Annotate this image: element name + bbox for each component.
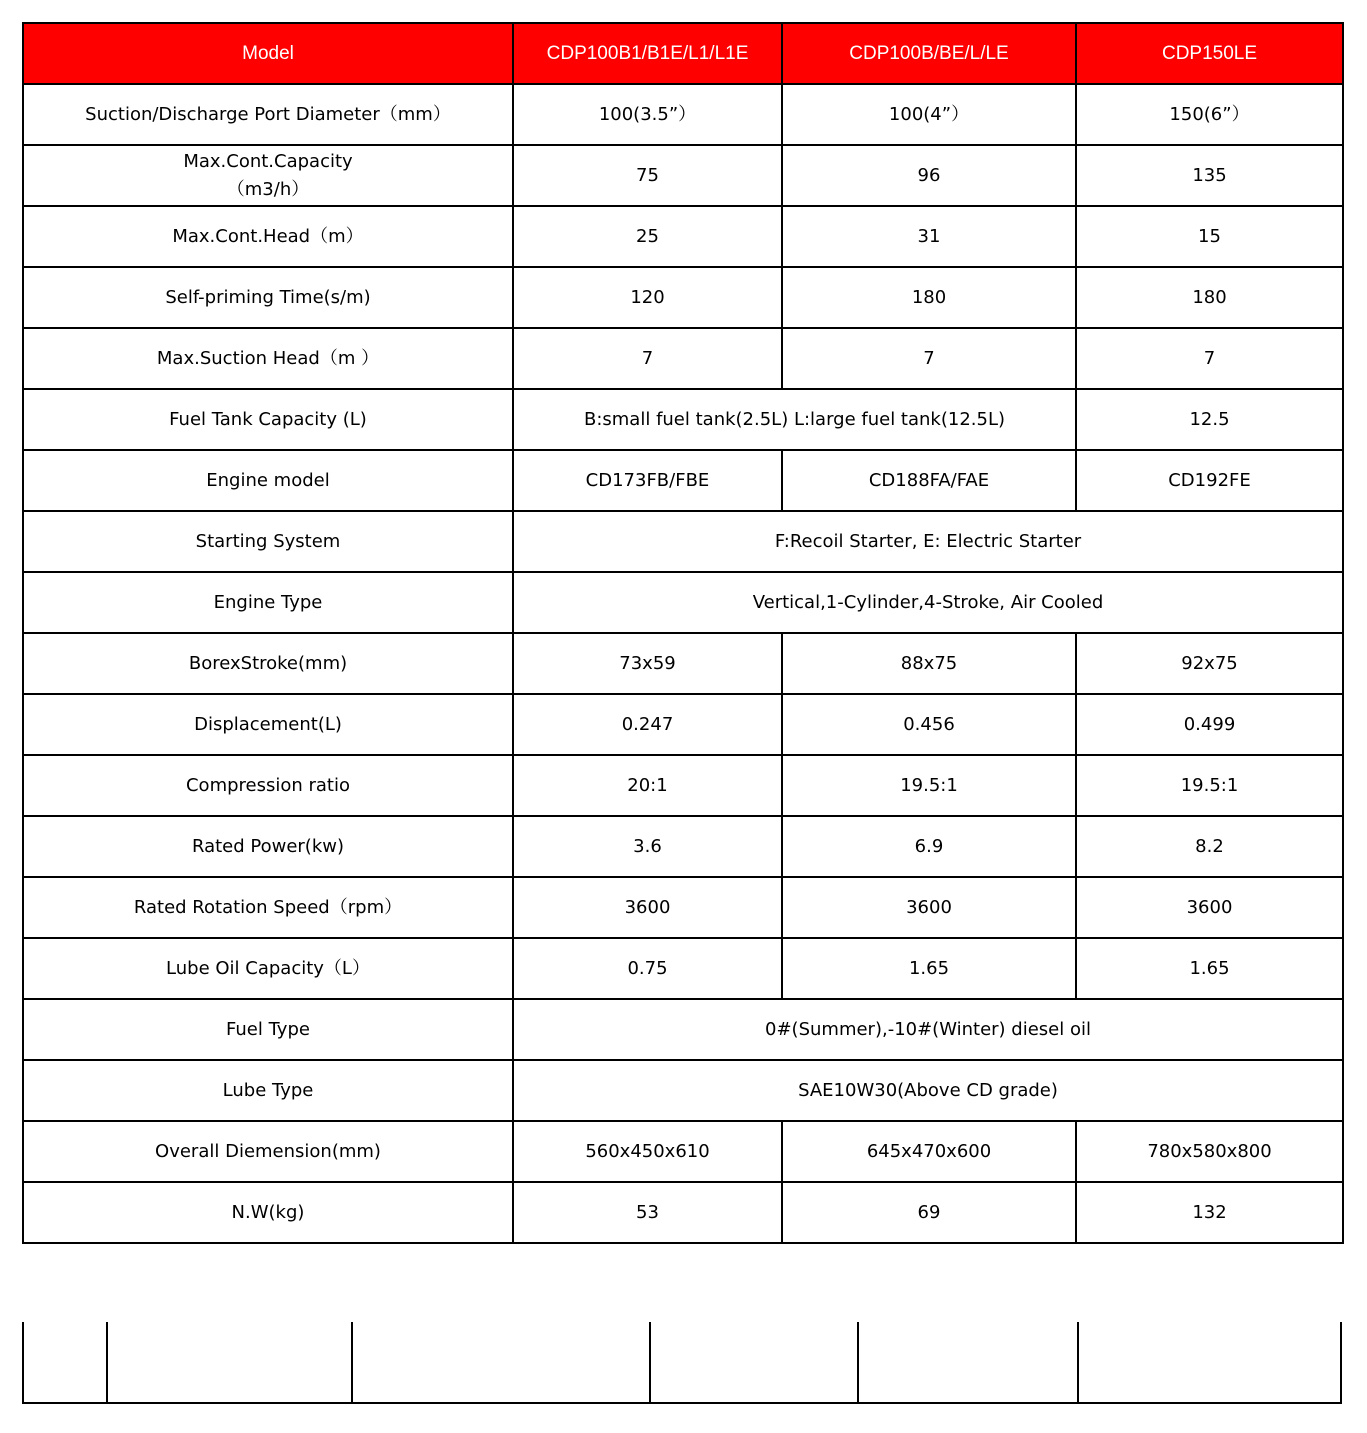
row-label: Fuel Tank Capacity (L) bbox=[23, 389, 513, 450]
cell-value-merged: F:Recoil Starter, E: Electric Starter bbox=[513, 511, 1343, 572]
row-label: Lube Type bbox=[23, 1060, 513, 1121]
row-label: Max.Suction Head（m ） bbox=[23, 328, 513, 389]
table-row bbox=[23, 755, 1343, 816]
table-row bbox=[23, 999, 1343, 1060]
cell-value: 135 bbox=[1076, 145, 1343, 206]
table-row bbox=[23, 694, 1343, 755]
table-row bbox=[23, 938, 1343, 999]
cell-value: 150(6”） bbox=[1076, 84, 1343, 145]
cell-value: 8.2 bbox=[1076, 816, 1343, 877]
cell-value: 31 bbox=[782, 206, 1076, 267]
row-label: Suction/Discharge Port Diameter（mm） bbox=[23, 84, 513, 145]
cell-value: 645x470x600 bbox=[782, 1121, 1076, 1182]
header-row bbox=[23, 23, 1343, 84]
table-row bbox=[23, 145, 1343, 206]
cell-value: CD173FB/FBE bbox=[513, 450, 782, 511]
row-label: Fuel Type bbox=[23, 999, 513, 1060]
cell-value: 3600 bbox=[513, 877, 782, 938]
header-model: Model bbox=[23, 23, 513, 84]
cell-value: 100(3.5”） bbox=[513, 84, 782, 145]
table-row bbox=[23, 328, 1343, 389]
table-row bbox=[23, 389, 1343, 450]
row-label-line: Max.Cont.Capacity bbox=[183, 150, 353, 172]
grid-divider bbox=[106, 1322, 108, 1402]
cell-value: 19.5:1 bbox=[782, 755, 1076, 816]
cell-value: 69 bbox=[782, 1182, 1076, 1243]
cell-value: 53 bbox=[513, 1182, 782, 1243]
cell-value: 92x75 bbox=[1076, 633, 1343, 694]
cell-value: CD188FA/FAE bbox=[782, 450, 1076, 511]
row-label: Overall Diemension(mm) bbox=[23, 1121, 513, 1182]
cell-value: 132 bbox=[1076, 1182, 1343, 1243]
cell-value: 73x59 bbox=[513, 633, 782, 694]
cell-value: 25 bbox=[513, 206, 782, 267]
row-label: Lube Oil Capacity（L） bbox=[23, 938, 513, 999]
cell-value: 96 bbox=[782, 145, 1076, 206]
cell-value: 75 bbox=[513, 145, 782, 206]
cell-value: 0.499 bbox=[1076, 694, 1343, 755]
table-row bbox=[23, 816, 1343, 877]
row-label: Max.Cont.Head（m） bbox=[23, 206, 513, 267]
row-label: Displacement(L) bbox=[23, 694, 513, 755]
table-row bbox=[23, 511, 1343, 572]
row-label: Rated Power(kw) bbox=[23, 816, 513, 877]
cell-value: 3.6 bbox=[513, 816, 782, 877]
cell-value: 12.5 bbox=[1076, 389, 1343, 450]
table-row bbox=[23, 1060, 1343, 1121]
cell-value: 7 bbox=[513, 328, 782, 389]
cell-value: 0.75 bbox=[513, 938, 782, 999]
grid-divider bbox=[649, 1322, 651, 1402]
grid-divider bbox=[1077, 1322, 1079, 1402]
cell-value-merged: SAE10W30(Above CD grade) bbox=[513, 1060, 1343, 1121]
header-cdp150le: CDP150LE bbox=[1076, 23, 1343, 84]
grid-divider bbox=[857, 1322, 859, 1402]
cell-value: 0.456 bbox=[782, 694, 1076, 755]
cell-value: 3600 bbox=[782, 877, 1076, 938]
row-label-line: （m3/h） bbox=[226, 178, 310, 200]
header-cdp100b: CDP100B/BE/L/LE bbox=[782, 23, 1076, 84]
empty-footer-row bbox=[22, 1322, 1342, 1404]
table-row bbox=[23, 633, 1343, 694]
table-row bbox=[23, 1182, 1343, 1243]
row-label: N.W(kg) bbox=[23, 1182, 513, 1243]
cell-value: 100(4”） bbox=[782, 84, 1076, 145]
cell-value: 7 bbox=[1076, 328, 1343, 389]
cell-value: 1.65 bbox=[782, 938, 1076, 999]
row-label bbox=[23, 145, 513, 206]
cell-value: 120 bbox=[513, 267, 782, 328]
row-label: Engine model bbox=[23, 450, 513, 511]
table-row bbox=[23, 84, 1343, 145]
table-row bbox=[23, 1121, 1343, 1182]
cell-value-merged: 0#(Summer),-10#(Winter) diesel oil bbox=[513, 999, 1343, 1060]
table-row bbox=[23, 206, 1343, 267]
row-label: Compression ratio bbox=[23, 755, 513, 816]
cell-value: 15 bbox=[1076, 206, 1343, 267]
header-cdp100b1: CDP100B1/B1E/L1/L1E bbox=[513, 23, 782, 84]
spec-table bbox=[22, 22, 1344, 1244]
cell-value: 6.9 bbox=[782, 816, 1076, 877]
row-label: Starting System bbox=[23, 511, 513, 572]
row-label: BorexStroke(mm) bbox=[23, 633, 513, 694]
cell-value: 180 bbox=[1076, 267, 1343, 328]
cell-value-merged: B:small fuel tank(2.5L) L:large fuel tank(12.5L) bbox=[513, 389, 1076, 450]
table-row bbox=[23, 572, 1343, 633]
table-row bbox=[23, 267, 1343, 328]
cell-value: 180 bbox=[782, 267, 1076, 328]
row-label: Engine Type bbox=[23, 572, 513, 633]
cell-value: 3600 bbox=[1076, 877, 1343, 938]
cell-value: CD192FE bbox=[1076, 450, 1343, 511]
cell-value: 780x580x800 bbox=[1076, 1121, 1343, 1182]
grid-divider bbox=[351, 1322, 353, 1402]
cell-value: 88x75 bbox=[782, 633, 1076, 694]
row-label: Rated Rotation Speed（rpm） bbox=[23, 877, 513, 938]
cell-value: 19.5:1 bbox=[1076, 755, 1343, 816]
table-row bbox=[23, 877, 1343, 938]
cell-value: 1.65 bbox=[1076, 938, 1343, 999]
cell-value: 0.247 bbox=[513, 694, 782, 755]
cell-value: 7 bbox=[782, 328, 1076, 389]
cell-value: 560x450x610 bbox=[513, 1121, 782, 1182]
table-row bbox=[23, 450, 1343, 511]
cell-value: 20:1 bbox=[513, 755, 782, 816]
row-label: Self-priming Time(s/m) bbox=[23, 267, 513, 328]
cell-value-merged: Vertical,1-Cylinder,4-Stroke, Air Cooled bbox=[513, 572, 1343, 633]
